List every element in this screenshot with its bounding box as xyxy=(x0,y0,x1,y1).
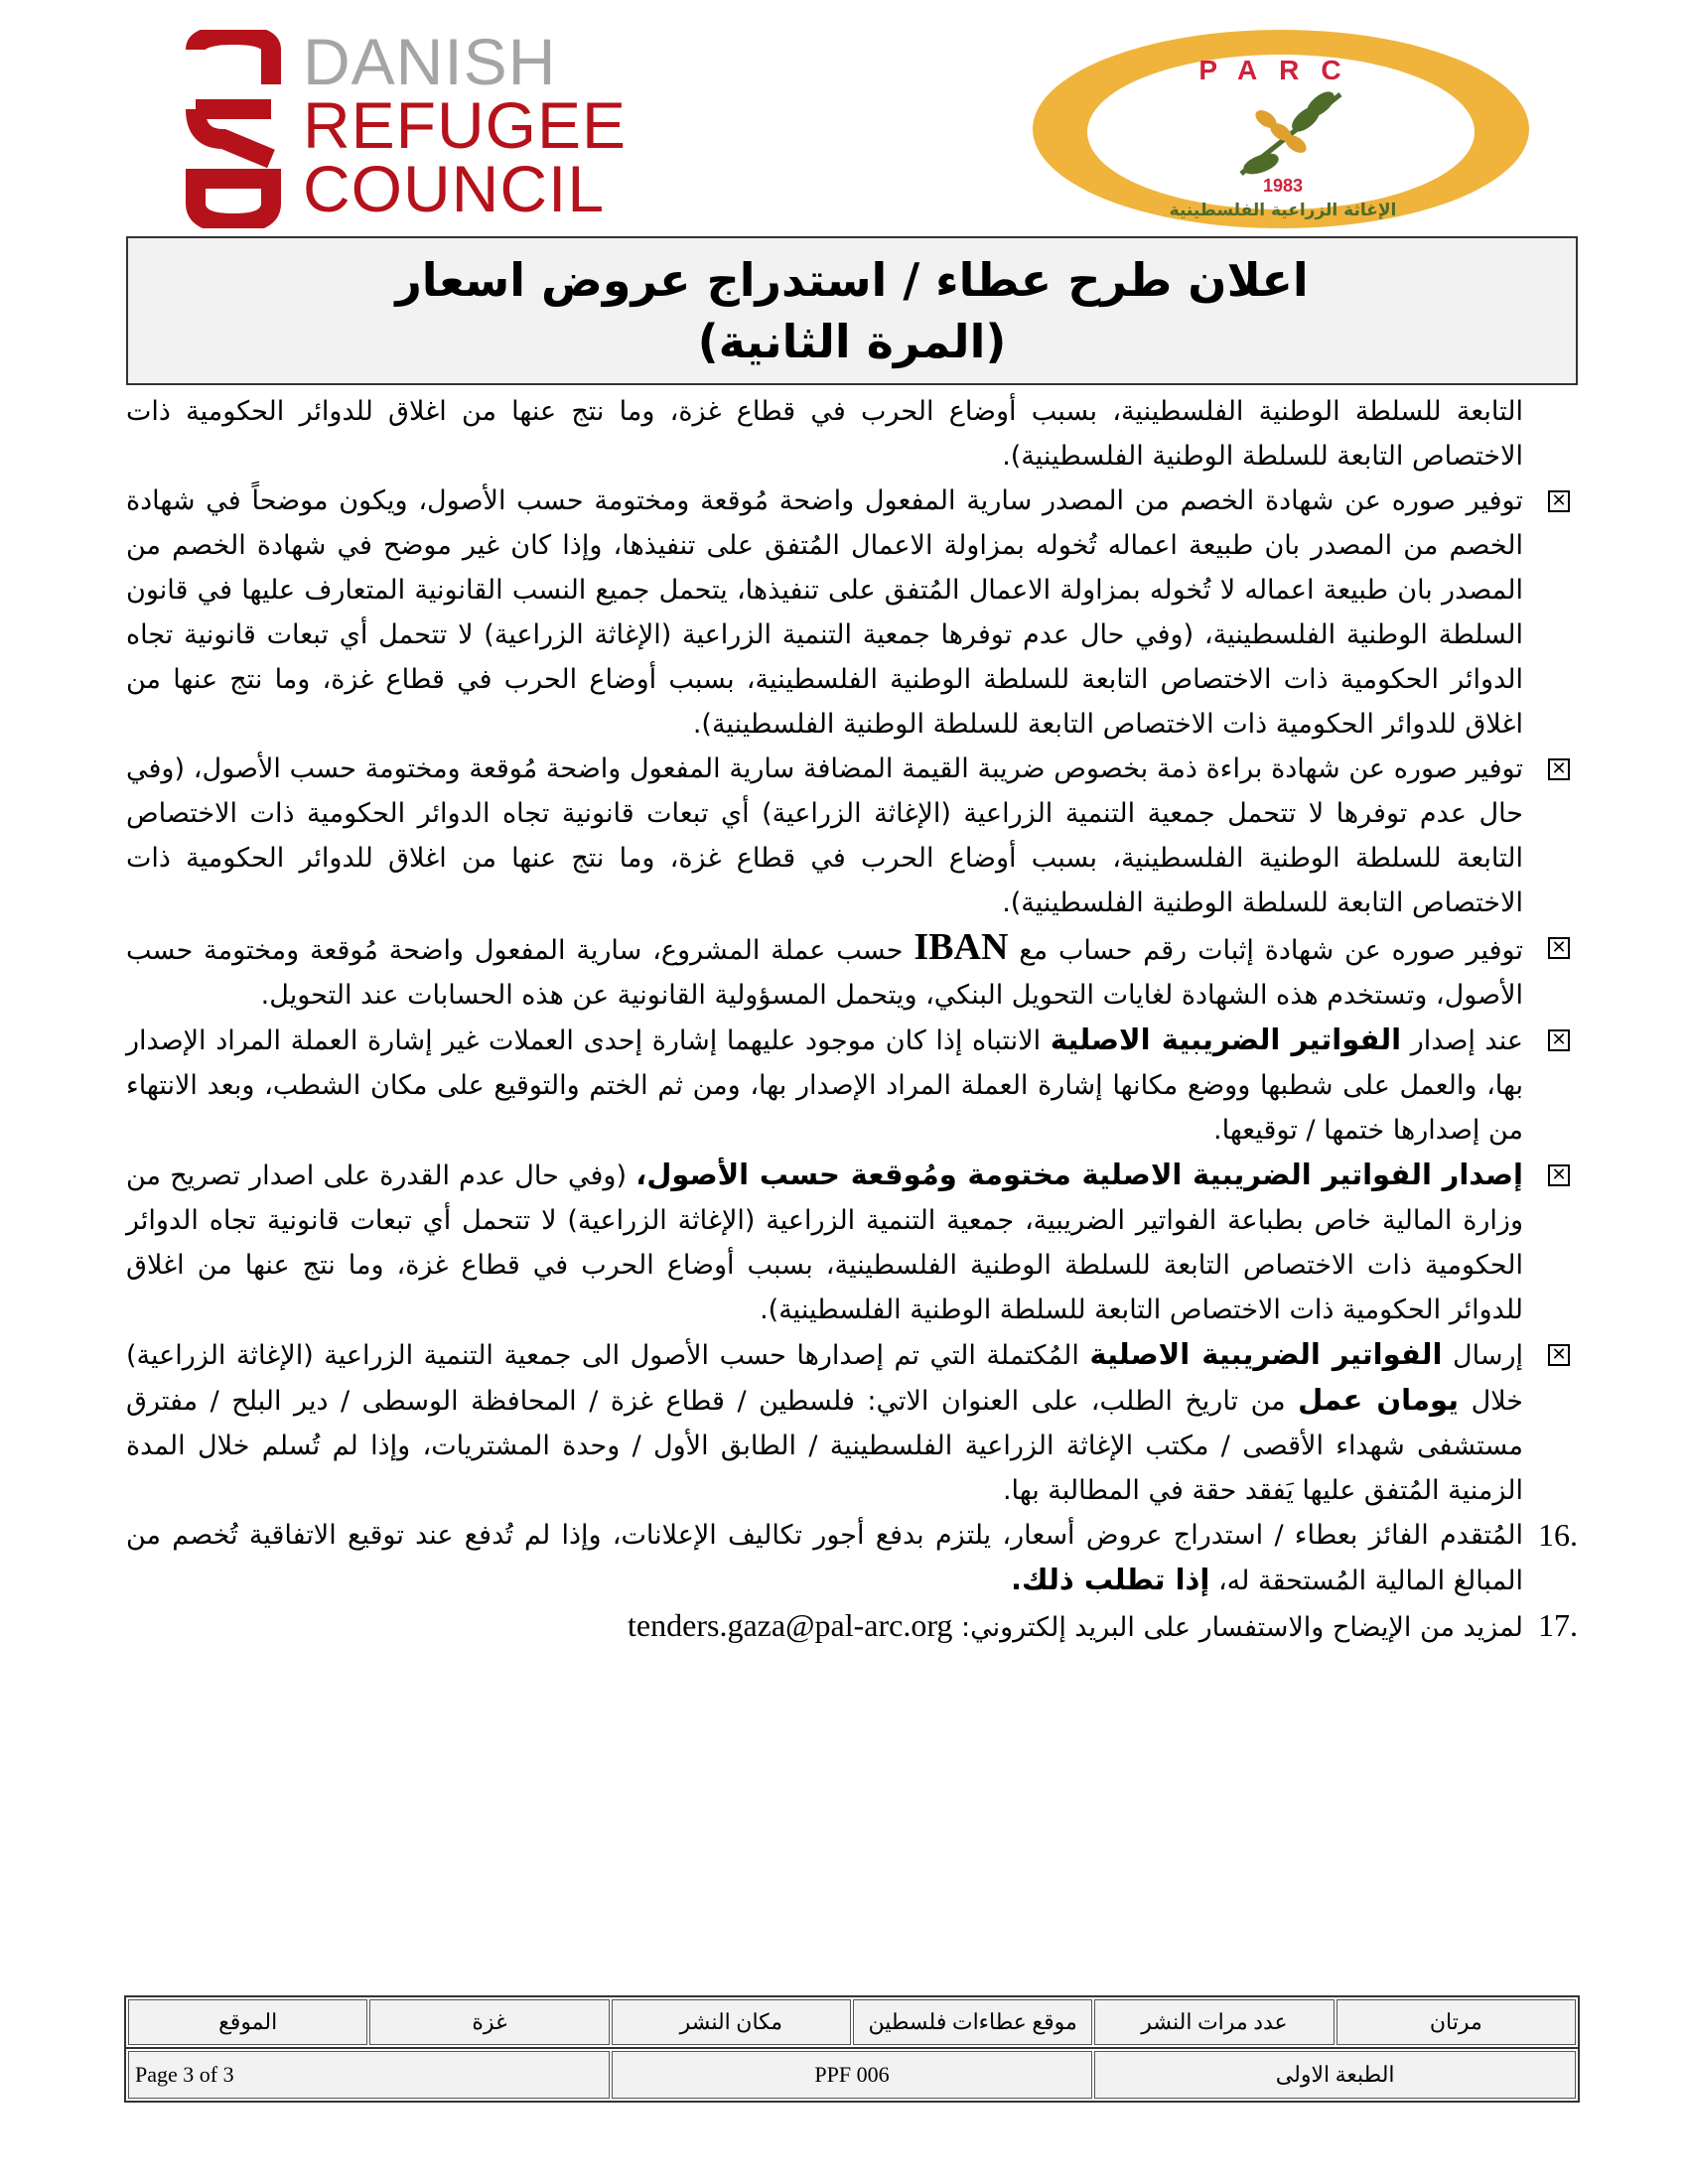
parc-sun-emblem-icon xyxy=(1023,25,1539,233)
checkbox-x-icon: ✕ xyxy=(1548,1344,1570,1366)
drc-mark-icon xyxy=(184,30,283,228)
contact-email-link[interactable]: tenders.gaza@pal-arc.org xyxy=(628,1607,953,1643)
value-location: غزة xyxy=(369,1999,609,2045)
checkbox-x-icon: ✕ xyxy=(1548,758,1570,780)
label-publish-count: عدد مرات النشر xyxy=(1094,1999,1334,2045)
item-text-main: المُتقدم الفائز بعطاء / استدراج عروض أسعار، يلتزم بدفع أجور تكاليف الإعلانات، وإذا لم تُدفع عند توقيع الاتفاقية تُخصم من المبالغ المالية المُستحقة له، xyxy=(126,1520,1523,1596)
document-footer-table xyxy=(124,2047,1580,2103)
item-text xyxy=(126,1603,1523,1650)
checkbox-x-icon: ✕ xyxy=(1548,1164,1570,1186)
item-number: 16. xyxy=(1538,1517,1578,1553)
item-text-after: الانتباه إذا كان موجود عليهما إشارة إحدى العملات غير إشارة العملة المراد الإصدار بها، والعمل على شطبها ووضع مكانها إشارة العملة المراد الإصدار بها، ومن ثم الختم والتوقيع على مكان الشطب، وبعد الانتهاء من إصدارها ختمها / توقيعها. xyxy=(126,1025,1523,1146)
document-body xyxy=(126,389,1578,1650)
parc-logo xyxy=(1023,25,1539,233)
list-item xyxy=(126,1332,1578,1513)
list-item xyxy=(126,478,1578,747)
item-text-bold: الفواتير الضريبية الاصلية xyxy=(1089,1337,1443,1371)
item-text: توفير صوره عن شهادة الخصم من المصدر سارية المفعول واضحة مُوقعة ومختومة حسب الأصول، ويكون موضحاً في شهادة الخصم من المصدر بان طبيعة اعماله تُخوله بمزاولة الاعمال المُتفق على تنفيذها، وإذا كان غير موضح في شهادة الخصم من المصدر بان طبيعة اعماله لا تُخوله بمزاولة الاعمال المُتفق على تنفيذها، يتحمل جميع النسب القانونية المتعارف عليها في قانون السلطة الوطنية الفلسطينية، (وفي حال عدم توفرها جمعية التنمية الزراعية (الإغاثة الزراعية) لا تتحمل أي تبعات قانونية تجاه الدوائر الحكومية ذات الاختصاص التابعة للسلطة الوطنية الفلسطينية، بسبب أوضاع الحرب في قطاع غزة، وما نتج عنها من اغلاق للدوائر الحكومية ذات الاختصاص التابعة للسلطة الوطنية الفلسطينية). xyxy=(126,485,1523,740)
page-number: Page 3 of 3 xyxy=(128,2051,610,2099)
list-item xyxy=(126,747,1578,925)
item-text xyxy=(126,1018,1523,1153)
item-text-bold: الفواتير الضريبية الاصلية xyxy=(1050,1023,1402,1056)
drc-word-refugee: REFUGEE xyxy=(303,88,628,162)
label-location: الموقع xyxy=(128,1999,367,2045)
page-title: اعلان طرح عطاء / استدراج عروض اسعار xyxy=(395,253,1309,307)
document-code: PPF 006 xyxy=(612,2051,1093,2099)
item-text-bold: إذا تطلب ذلك. xyxy=(1010,1563,1210,1596)
list-item xyxy=(126,1153,1578,1332)
item-text-before: توفير صوره عن شهادة إثبات رقم حساب مع xyxy=(1019,935,1523,966)
drc-word-council: COUNCIL xyxy=(303,152,606,225)
list-item xyxy=(126,1018,1578,1153)
value-publish-place: موقع عطاءات فلسطين xyxy=(853,1999,1092,2045)
checkbox-x-icon: ✕ xyxy=(1548,1029,1570,1051)
checkbox-x-icon: ✕ xyxy=(1548,490,1570,512)
item-text-main: لمزيد من الإيضاح والاستفسار على البريد إلكتروني: xyxy=(961,1612,1523,1643)
item-text xyxy=(126,1513,1523,1603)
item-text-after: (وفي حال عدم القدرة على اصدار تصريح من وزارة المالية خاص بطباعة الفواتير الضريبية، جمعية التنمية الزراعية (الإغاثة الزراعية) لا تتحمل أي تبعات قانونية تجاه الدوائر الحكومية ذات الاختصاص التابعة للسلطة الوطنية الفلسطينية، بسبب أوضاع الحرب في قطاع غزة، وما نتج عنها من اغلاق للدوائر الحكومية ذات الاختصاص التابعة للسلطة الوطنية الفلسطينية). xyxy=(126,1160,1523,1325)
item-text-before: عند إصدار xyxy=(1410,1025,1523,1056)
item-text xyxy=(126,1153,1523,1332)
value-publish-count: مرتان xyxy=(1336,1999,1576,2045)
label-publish-place: مكان النشر xyxy=(612,1999,851,2045)
edition-label: الطبعة الاولى xyxy=(1094,2051,1576,2099)
item-text-bold: إصدار الفواتير الضريبية الاصلية مختومة ومُوقعة حسب الأصول، xyxy=(635,1158,1523,1191)
page-subtitle: (المرة الثانية) xyxy=(697,315,1007,368)
item-text-middle: المُكتملة التي تم إصدارها حسب الأصول الى جمعية التنمية الزراعية (الإغاثة الزراعية) خلال xyxy=(126,1340,1523,1417)
item-text xyxy=(126,925,1523,1018)
drc-word-danish: DANISH xyxy=(303,25,557,98)
item-text xyxy=(126,1332,1523,1513)
list-item xyxy=(126,925,1578,1018)
item-text-after: من تاريخ الطلب، على العنوان الاتي: فلسطين / قطاع غزة / المحافظة الوسطى / دير البلح / مفترق مستشفى شهداء الأقصى / مكتب الإغاثة الزراعية الفلسطينية / الطابق الأول / وحدة المشتريات، وإذا لم تُسلم خلال المدة الزمنية المُتفق عليها يَفقد حقة في المطالبة بها. xyxy=(126,1386,1523,1506)
numbered-item-17 xyxy=(126,1603,1578,1650)
item-text: توفير صوره عن شهادة براءة ذمة بخصوص ضريبة القيمة المضافة سارية المفعول واضحة مُوقعة ومختومة حسب الأصول، (وفي حال عدم توفرها لا تتحمل جمعية التنمية الزراعية (الإغاثة الزراعية) أي تبعات قانونية تجاه الدوائر الحكومية ذات الاختصاص التابعة للسلطة الوطنية الفلسطينية، بسبب أوضاع الحرب في قطاع غزة، وما نتج عنها من اغلاق للدوائر الحكومية ذات الاختصاص التابعة للسلطة الوطنية الفلسطينية). xyxy=(126,753,1523,918)
parc-acronym: PARC xyxy=(1198,55,1363,85)
checkbox-x-icon: ✕ xyxy=(1548,937,1570,959)
item-text-before: إرسال xyxy=(1452,1340,1523,1371)
numbered-item-16 xyxy=(126,1513,1578,1603)
iban-label: IBAN xyxy=(914,926,1009,968)
parc-arabic-name: الإغاثة الزراعية الفلسطينية xyxy=(1169,201,1397,220)
publication-info-table xyxy=(124,1995,1580,2049)
item-text-after: حسب عملة المشروع، سارية المفعول واضحة مُوقعة ومختومة حسب الأصول، وتستخدم هذه الشهادة لغايات التحويل البنكي، ويتحمل المسؤولية القانونية عن هذه الحسابات عند التحويل. xyxy=(126,935,1523,1011)
item-text-bold-2: يومان عمل xyxy=(1298,1383,1460,1417)
intro-continuation: التابعة للسلطة الوطنية الفلسطينية، بسبب أوضاع الحرب في قطاع غزة، وما نتج عنها من اغلاق للدوائر الحكومية ذات الاختصاص التابعة للسلطة الوطنية الفلسطينية). xyxy=(126,396,1523,472)
drc-logo xyxy=(184,25,740,228)
title-box xyxy=(126,236,1578,385)
item-number: 17. xyxy=(1538,1607,1578,1643)
parc-year: 1983 xyxy=(1262,176,1304,196)
